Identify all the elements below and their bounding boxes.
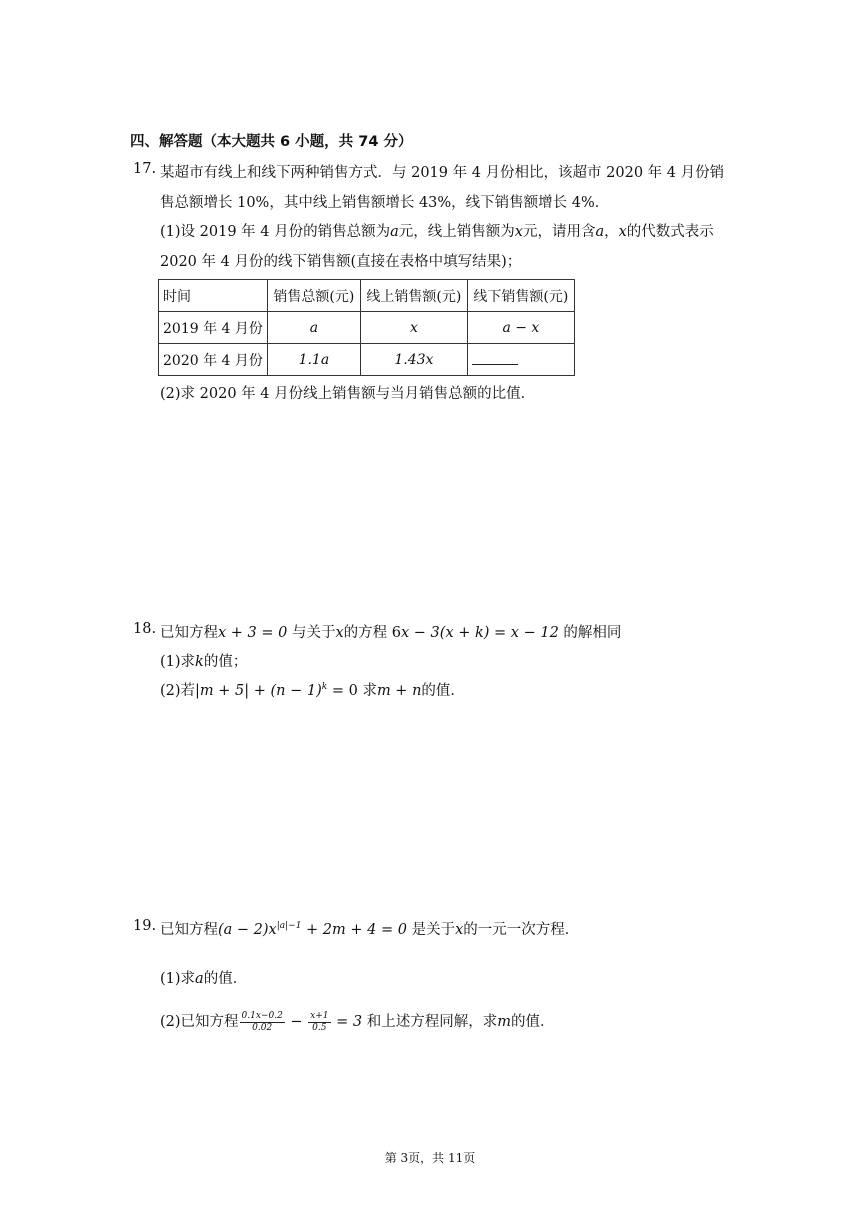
q19-text: 的值．: [510, 1014, 555, 1030]
q17-part1-text: 的代数式表示: [626, 224, 714, 240]
q17-text-line1: 某超市有线上和线下两种销售方式．与 2019 年 4 月份相比，该超市 2020 年 4 月份销: [160, 165, 725, 181]
expression: m + n: [376, 683, 422, 699]
q19-text: (2)已知方程: [160, 1014, 239, 1030]
exponent: |a|−1: [276, 921, 302, 932]
var-x: x: [455, 922, 464, 938]
fraction-numerator: x+1: [310, 1010, 329, 1021]
var-x: x: [335, 625, 344, 641]
q19-part1: [160, 967, 247, 988]
table-cell: x: [360, 312, 467, 344]
q18-text: 与关于: [287, 625, 336, 641]
equation: |m + 5| + (n − 1): [195, 683, 322, 699]
var-x: x: [514, 224, 523, 240]
q18-text-line1: [160, 621, 621, 642]
q18-text: 已知方程: [160, 625, 218, 641]
table-cell: 2019 年 4 月份: [159, 312, 268, 344]
table-row: [159, 344, 575, 376]
var-a: a: [390, 224, 399, 240]
q19-text: 已知方程: [160, 922, 218, 938]
equation: x − 3(x + k) = x − 12: [401, 625, 559, 641]
equation: = 3: [331, 1014, 363, 1030]
section-heading: 四、解答题（本大题共 6 小题，共 74 分）: [130, 134, 413, 150]
q18-part2: [160, 679, 465, 700]
q19-number: 19.: [133, 918, 157, 934]
q17-part1-text: 元，请用含: [522, 224, 596, 240]
q18-text: = 0 求: [327, 683, 377, 699]
q17-part1: [160, 220, 714, 241]
q19-text: 的一元一次方程．: [463, 922, 580, 938]
q18-text: 的解相同: [558, 625, 622, 641]
exponent: k: [321, 682, 328, 693]
answer-blank[interactable]: [472, 350, 518, 365]
q19-part2: [160, 1010, 554, 1034]
q17-part1-text: ，: [604, 224, 619, 240]
operator: −: [285, 1014, 308, 1030]
q18-number: 18.: [133, 621, 157, 637]
page-footer: 第 3页，共 11页: [384, 1151, 476, 1165]
q17-number: 17.: [133, 161, 157, 177]
q17-text-line2: 售总额增长 10%，其中线上销售额增长 43%，线下销售额增长 4%．: [160, 195, 610, 211]
var-m: m: [497, 1014, 511, 1030]
fraction-denominator: 0.5: [312, 1022, 327, 1033]
equation: x + 3 = 0: [218, 625, 288, 641]
table-header-cell: 线下销售额(元): [467, 280, 574, 312]
q18-part1: [160, 650, 247, 671]
var-k: k: [195, 654, 204, 670]
answer-blank-cell[interactable]: [467, 344, 574, 376]
equation: (a − 2)x: [218, 922, 277, 938]
var-a: a: [195, 971, 204, 987]
fraction: [308, 1011, 330, 1034]
fraction: [240, 1011, 285, 1034]
q19-text: 的值．: [203, 971, 248, 987]
table-cell: 2020 年 4 月份: [159, 344, 268, 376]
q17-part1-line2: 2020 年 4 月份的线下销售额(直接在表格中填写结果)；: [160, 254, 522, 270]
var-x: x: [618, 224, 627, 240]
equation: + 2m + 4 = 0: [301, 922, 407, 938]
table-cell: 1.43x: [360, 344, 467, 376]
table-row: [159, 312, 575, 344]
fraction-denominator: 0.02: [252, 1022, 273, 1033]
q18-text: (2)若: [160, 683, 196, 699]
q19-text: (1)求: [160, 971, 196, 987]
table-header-cell: 线上销售额(元): [360, 280, 467, 312]
q18-text: 的值．: [421, 683, 465, 699]
fraction-numerator: 0.1x−0.2: [241, 1010, 283, 1021]
q17-part1-text: 元，线上销售额为: [398, 224, 515, 240]
q19-text: 是关于: [406, 922, 456, 938]
q19-text: 和上述方程同解，求: [362, 1014, 498, 1030]
q18-text: (1)求: [160, 654, 196, 670]
sales-table: [158, 279, 575, 376]
table-cell: 1.1a: [267, 344, 360, 376]
table-header-row: [159, 280, 575, 312]
q17-part2: (2)求 2020 年 4 月份线上销售额与当月销售总额的比值．: [160, 386, 536, 402]
q18-text: 的方程 6: [343, 625, 402, 641]
table-cell: a: [267, 312, 360, 344]
table-header-cell: 销售总额(元): [267, 280, 360, 312]
table-header-cell: 时间: [159, 280, 268, 312]
q17-part1-text: (1)设 2019 年 4 月份的销售总额为: [160, 224, 391, 240]
q18-text: 的值；: [203, 654, 248, 670]
var-a: a: [595, 224, 605, 240]
q19-text-line1: [160, 918, 579, 939]
table-cell: a − x: [467, 312, 574, 344]
